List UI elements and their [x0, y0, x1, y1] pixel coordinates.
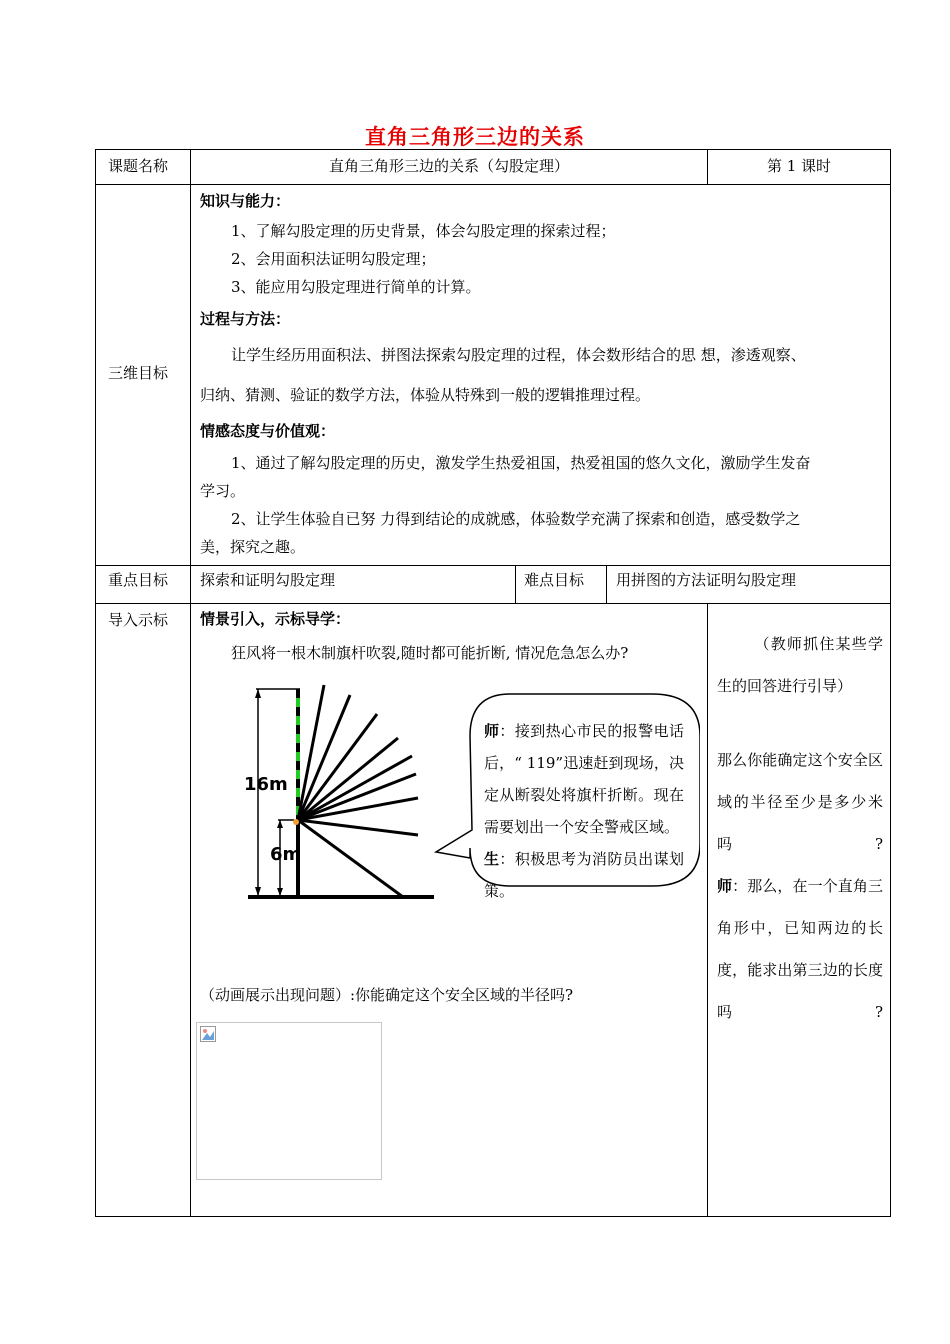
- emotion-text: 1、通过了解勾股定理的历史，激发学生热爱祖国，热爱祖国的悠久文化，激励学生发奋: [231, 454, 811, 472]
- knowledge-item: 3、能应用勾股定理进行简单的计算。: [231, 278, 481, 296]
- height-16m-label: 16m: [244, 774, 288, 795]
- teacher-label: 师: [484, 722, 500, 740]
- difficult-goal-value: 用拼图的方法证明勾股定理: [616, 571, 797, 589]
- process-text: 让学生经历用面积法、拼图法探索勾股定理的过程，体会数形结合的思 想，渗透观察、: [231, 346, 806, 364]
- height-6m-label: 6m: [270, 844, 302, 865]
- side-note-guidance: （教师抓住某些学生的回答进行引导）: [717, 635, 883, 695]
- topic-name-label: 课题名称: [108, 157, 169, 175]
- emotion-text: 美，探究之趣。: [200, 538, 306, 556]
- process-text: 归纳、猜测、验证的数学方法，体验从特殊到一般的逻辑推理过程。: [200, 386, 651, 404]
- intro-label: 导入示标: [108, 611, 169, 629]
- emotion-text: 学习。: [200, 482, 246, 500]
- intro-question: 狂风将一根木制旗杆吹裂,随时都可能折断, 情况危急怎么办?: [231, 644, 629, 662]
- emotion-heading: 情感态度与价值观：: [200, 422, 336, 440]
- image-placeholder: [196, 1022, 382, 1180]
- knowledge-item: 1、了解勾股定理的历史背景，体会勾股定理的探索过程；: [231, 222, 616, 240]
- teacher-text: ：接到热心市民的报警电话后，“ 119”迅速赶到现场，决定从断裂处将旗杆折断。现在需要划出一个安全警戒区域。: [484, 722, 684, 836]
- side-note-teacher: 师：那么，在一个直角三角形中，已知两边的长度，能求出第三边的长度吗?: [717, 877, 883, 1021]
- teacher-dialogue: [484, 715, 684, 907]
- key-goal-label: 重点目标: [108, 571, 169, 589]
- topic-value: 直角三角形三边的关系（勾股定理）: [328, 157, 569, 175]
- broken-image-icon: [200, 1026, 216, 1042]
- key-goal-value: 探索和证明勾股定理: [200, 571, 336, 589]
- student-text: ：积极思考为消防员出谋划策。: [484, 850, 684, 900]
- page-title: 直角三角形三边的关系: [365, 124, 585, 149]
- knowledge-item: 2、会用面积法证明勾股定理；: [231, 250, 436, 268]
- intro-heading: 情景引入，示标导学：: [200, 610, 351, 628]
- objectives-label: 三维目标: [108, 364, 169, 382]
- difficult-goal-label: 难点目标: [524, 571, 585, 589]
- knowledge-heading: 知识与能力：: [200, 192, 291, 210]
- side-note-question: 那么你能确定这个安全区域的半径至少是多少米吗?: [717, 751, 883, 853]
- period-value: 第 1 课时: [766, 157, 832, 175]
- process-heading: 过程与方法：: [200, 310, 291, 328]
- emotion-text: 2、让学生体验自已努 力得到结论的成就感，体验数学充满了探索和创造，感受数学之: [231, 510, 801, 528]
- student-label: 生: [484, 850, 500, 868]
- animation-prompt: （动画展示出现问题）:你能确定这个安全区域的半径吗?: [200, 986, 574, 1004]
